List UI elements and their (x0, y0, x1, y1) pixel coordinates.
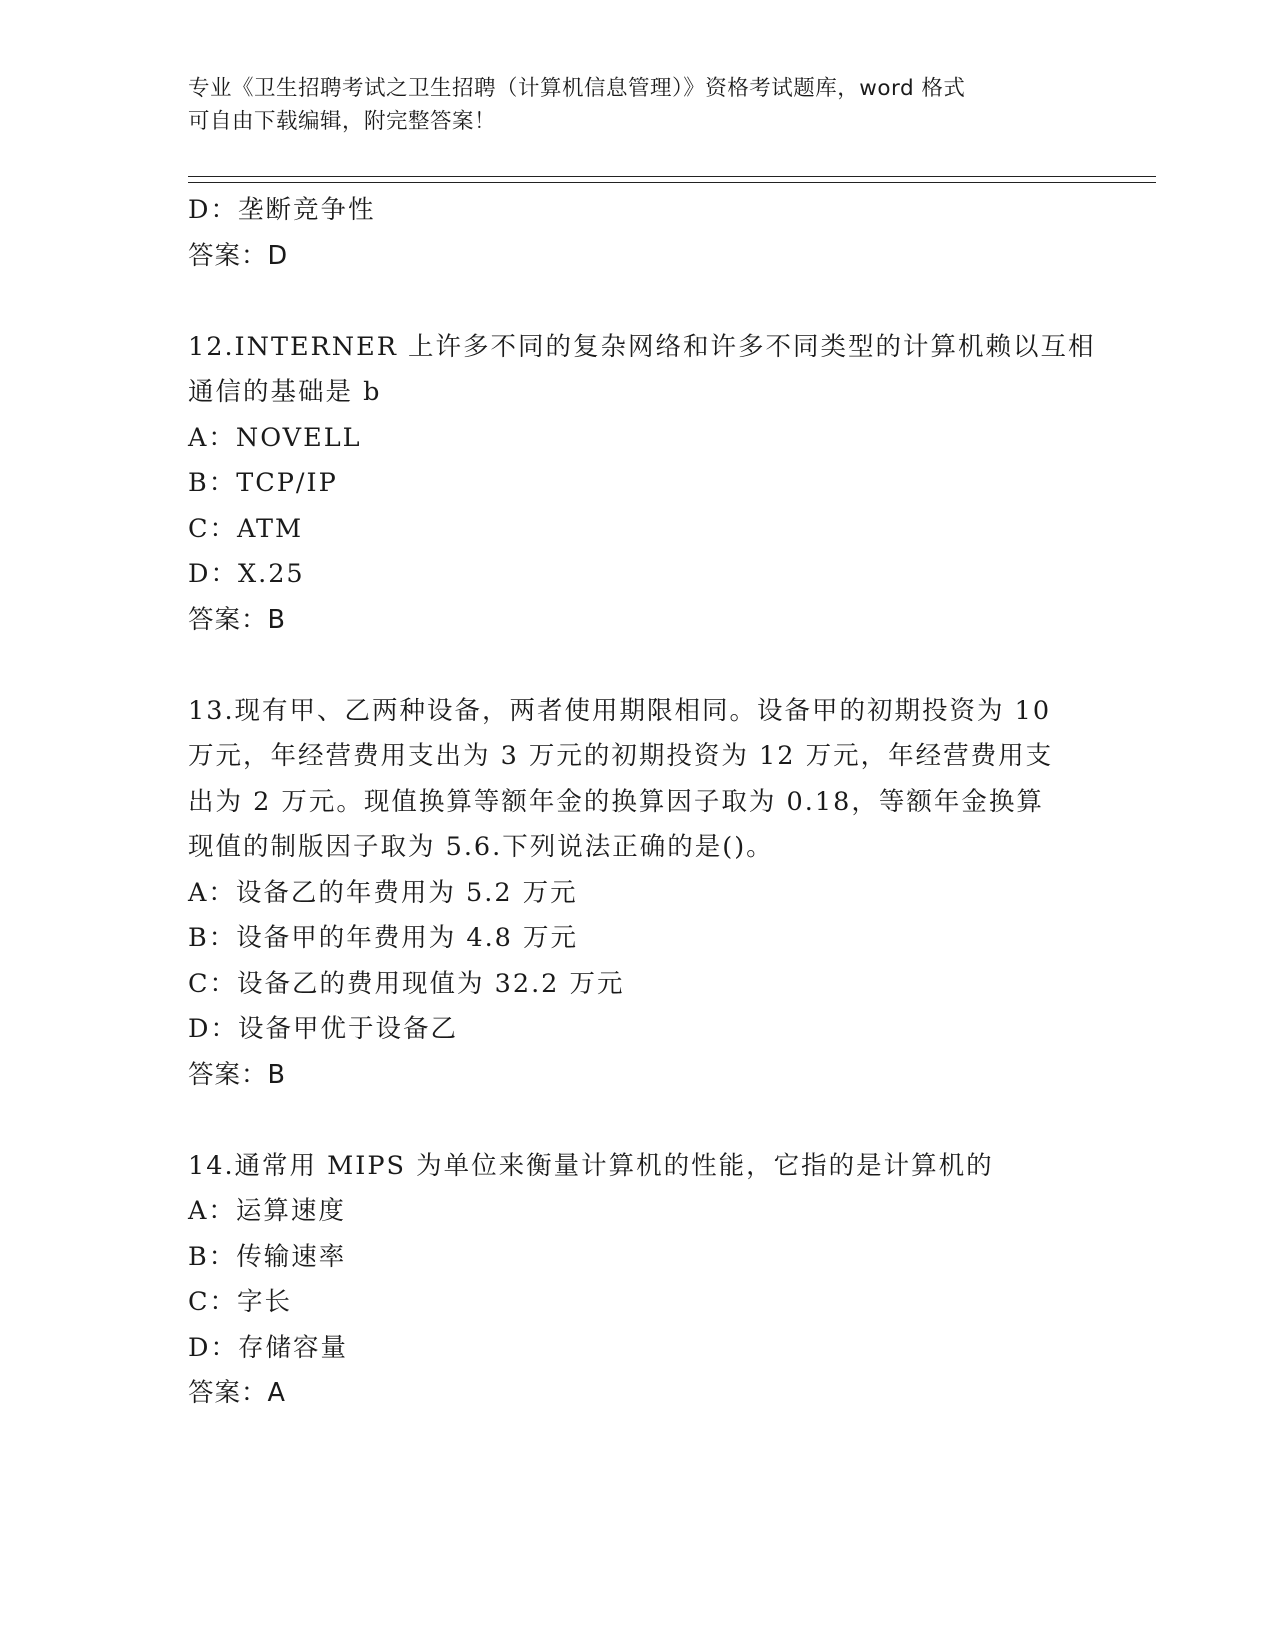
header-divider-bottom (188, 182, 1156, 183)
answer-line: 答案：B (188, 1059, 286, 1090)
question-text-line: 万元，年经营费用支出为 3 万元的初期投资为 12 万元，年经营费用支 (188, 741, 1054, 771)
question-text-line: 12.INTERNER 上许多不同的复杂网络和许多不同类型的计算机赖以互相 (188, 331, 1096, 362)
question-14 (188, 1144, 1088, 1417)
answer-line: 答案：A (188, 1378, 286, 1408)
option-c: C：字长 (188, 1287, 293, 1317)
question-12 (188, 325, 1096, 644)
spacer (188, 1098, 1088, 1144)
spacer (188, 279, 1088, 325)
document-body (188, 188, 1096, 1417)
option-b: B：设备甲的年费用为 4.8 万元 (188, 923, 579, 953)
option-d: D：垄断竞争性 (188, 195, 376, 225)
question-text-line: 13.现有甲、乙两种设备，两者使用期限相同。设备甲的初期投资为 10 (188, 695, 1052, 726)
option-a: A：NOVELL (188, 422, 362, 453)
option-c: C：设备乙的费用现值为 32.2 万元 (188, 968, 625, 999)
question-text-line: 现值的制版因子取为 5.6.下列说法正确的是()。 (188, 832, 774, 862)
option-d: D：X.25 (188, 559, 305, 589)
option-d: D：设备甲优于设备乙 (188, 1014, 458, 1044)
option-a: A：运算速度 (188, 1196, 346, 1226)
header-line-1: 专业《卫生招聘考试之卫生招聘（计算机信息管理）》资格考试题库，word 格式 (188, 76, 966, 101)
question-text-line: 出为 2 万元。现值换算等额年金的换算因子取为 0.18，等额年金换算 (188, 786, 1044, 817)
option-b: B：TCP/IP (188, 468, 338, 498)
answer-line: 答案：B (188, 604, 286, 635)
option-c: C：ATM (188, 513, 304, 544)
question-text-line: 通信的基础是 b (188, 377, 382, 407)
question-13 (188, 689, 1088, 1099)
answer-line: 答案：D (188, 240, 289, 271)
page-header (188, 72, 1068, 138)
spacer (188, 643, 1088, 689)
option-b: B：传输速率 (188, 1241, 347, 1272)
header-line-2: 可自由下载编辑，附完整答案！ (188, 109, 497, 134)
question-text-line: 14.通常用 MIPS 为单位来衡量计算机的性能，它指的是计算机的 (188, 1150, 994, 1181)
option-a: A：设备乙的年费用为 5.2 万元 (188, 877, 578, 908)
question-11-tail (188, 188, 1088, 279)
header-divider-top (188, 176, 1156, 177)
option-d: D：存储容量 (188, 1332, 348, 1363)
